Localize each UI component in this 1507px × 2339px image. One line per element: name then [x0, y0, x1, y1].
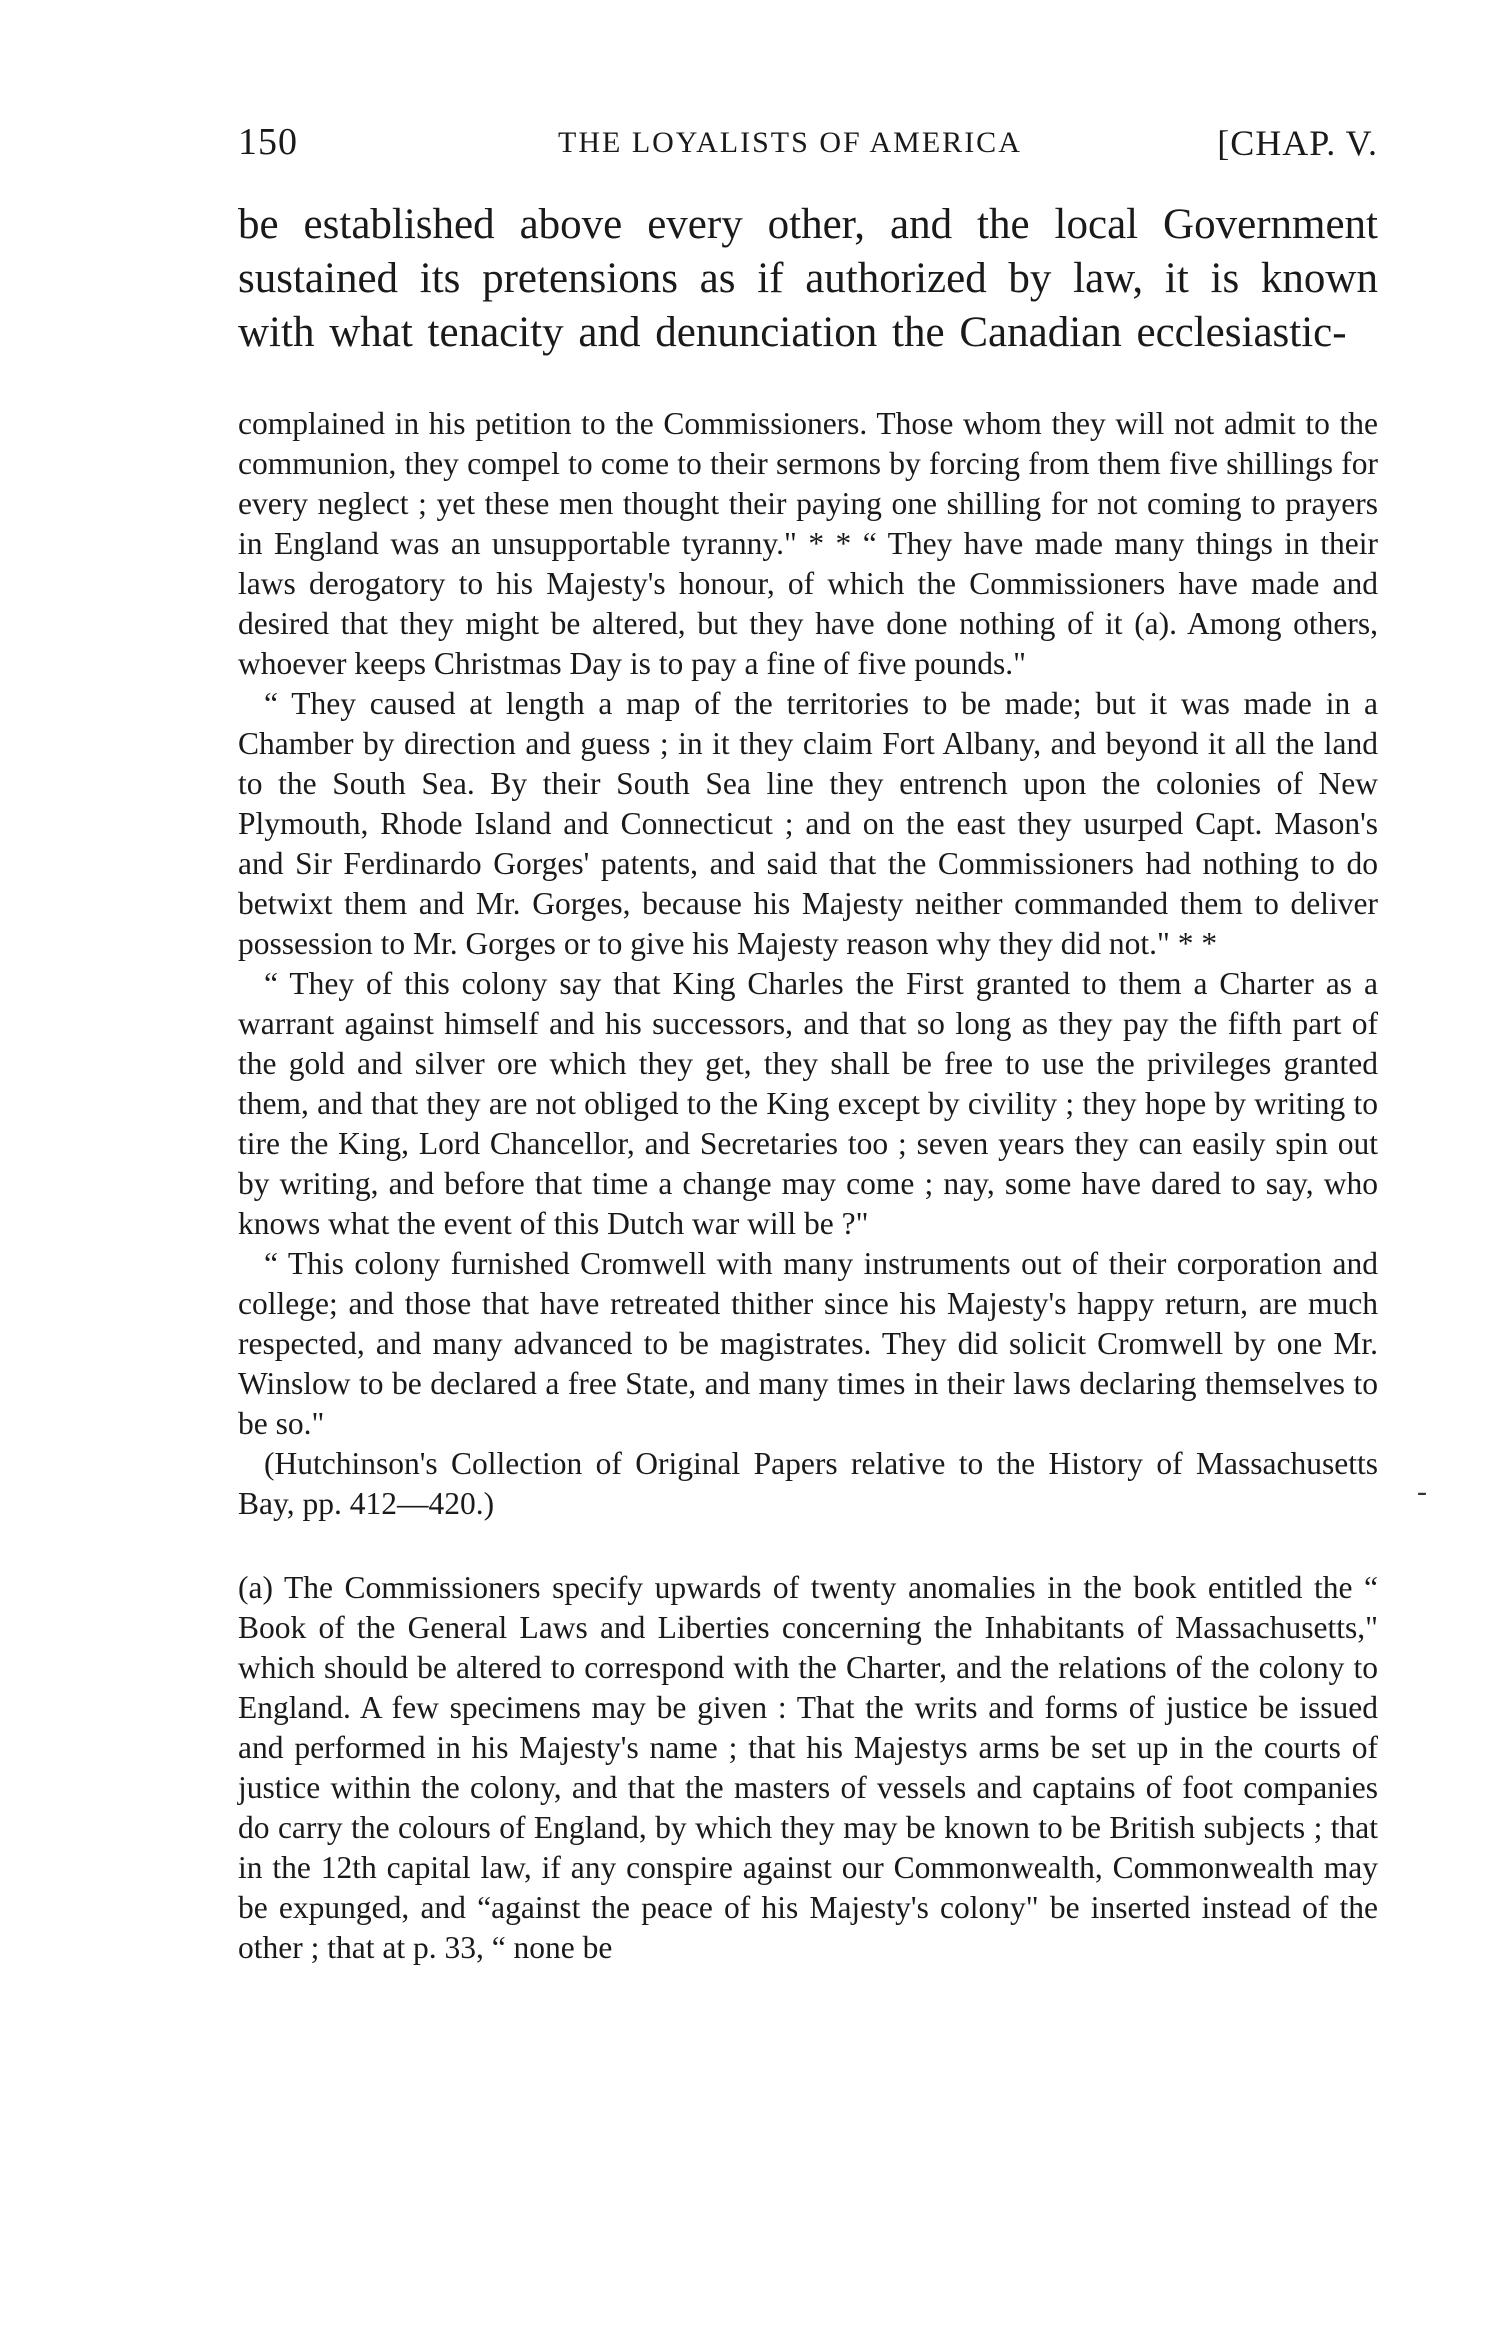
footnote — [238, 1568, 1378, 1968]
quote-paragraph: “ They of this colony say that King Charles the First granted to them a Charter as a warrant against himself and his successors, and that so long as they pay the fifth part of the gold and silver ore which they get, they shall be free to use the privileges granted them, and that they are not obliged to the King except by civility ; they hope by writing to tire the King, Lord Chancellor, and Secretaries too ; seven years they can easily spin out by writing, and before that time a change may come ; nay, some have dared to say, who knows what the event of this Dutch war will be ?" — [238, 966, 1378, 1241]
main-text — [238, 198, 1378, 360]
main-paragraph: be established above every other, and the local Government sustained its pretensions as if authorized by law, it is known with what tenacity and denunciation the Canadian ecclesiastic- — [238, 201, 1378, 356]
running-header — [238, 110, 1378, 170]
quoted-extract — [238, 404, 1378, 1524]
margin-mark: - — [1417, 1475, 1427, 1508]
book-page — [238, 110, 1378, 1968]
footnote-text: (a) The Commissioners specify upwards of twenty anomalies in the book entitled the “ Book of the General Laws and Liberties concerning the Inhabitants of Massachusetts," which should be altered to correspond with the Charter, and the relations of the colony to England. A few specimens may be given : That the writs and forms of justice be issued and performed in his Majesty's name ; that his Majestys arms be set up in the courts of justice within the colony, and that the masters of vessels and captains of foot companies do carry the colours of England, by which they may be known to be British subjects ; that in the 12th capital law, if any conspire against our Commonwealth, Commonwealth may be expunged, and “against the peace of his Majesty's colony" be inserted instead of the other ; that at p. 33, “ none be — [238, 1570, 1378, 1965]
quote-paragraph: “ They caused at length a map of the territories to be made; but it was made in a Chamber by direction and guess ; in it they claim Fort Albany, and beyond it all the land to the South Sea. By their South Sea line they entrench upon the colonies of New Plymouth, Rhode Island and Connecticut ; and on the east they usurped Capt. Mason's and Sir Ferdinardo Gorges' patents, and said that the Commissioners had nothing to do betwixt them and Mr. Gorges, because his Majesty neither commanded them to deliver possession to Mr. Gorges or to give his Majesty reason why they did not." * * — [238, 686, 1378, 961]
quote-paragraph: “ This colony furnished Cromwell with many instruments out of their corporation and college; and those that have retreated thither since his Majesty's happy return, are much respected, and many advanced to be magistrates. They did solicit Cromwell by one Mr. Winslow to be declared a free State, and many times in their laws declaring themselves to be so." — [238, 1246, 1378, 1441]
running-title: THE LOYALISTS OF AMERICA — [558, 126, 1022, 159]
page-number: 150 — [238, 121, 298, 163]
quote-citation: (Hutchinson's Collection of Original Papers relative to the History of Massachusetts Bay, pp. 412—420.) — [238, 1446, 1378, 1521]
chapter-marker: [CHAP. V. — [1217, 123, 1378, 163]
quote-paragraph: complained in his petition to the Commissioners. Those whom they will not admit to the communion, they compel to come to their sermons by forcing from them five shillings for every neglect ; yet these men thought their paying one shilling for not coming to prayers in England was an unsupportable tyranny." * * “ They have made many things in their laws derogatory to his Majesty's honour, of which the Commissioners have made and desired that they might be altered, but they have done nothing of it (a). Among others, whoever keeps Christmas Day is to pay a fine of five pounds." — [238, 406, 1378, 681]
